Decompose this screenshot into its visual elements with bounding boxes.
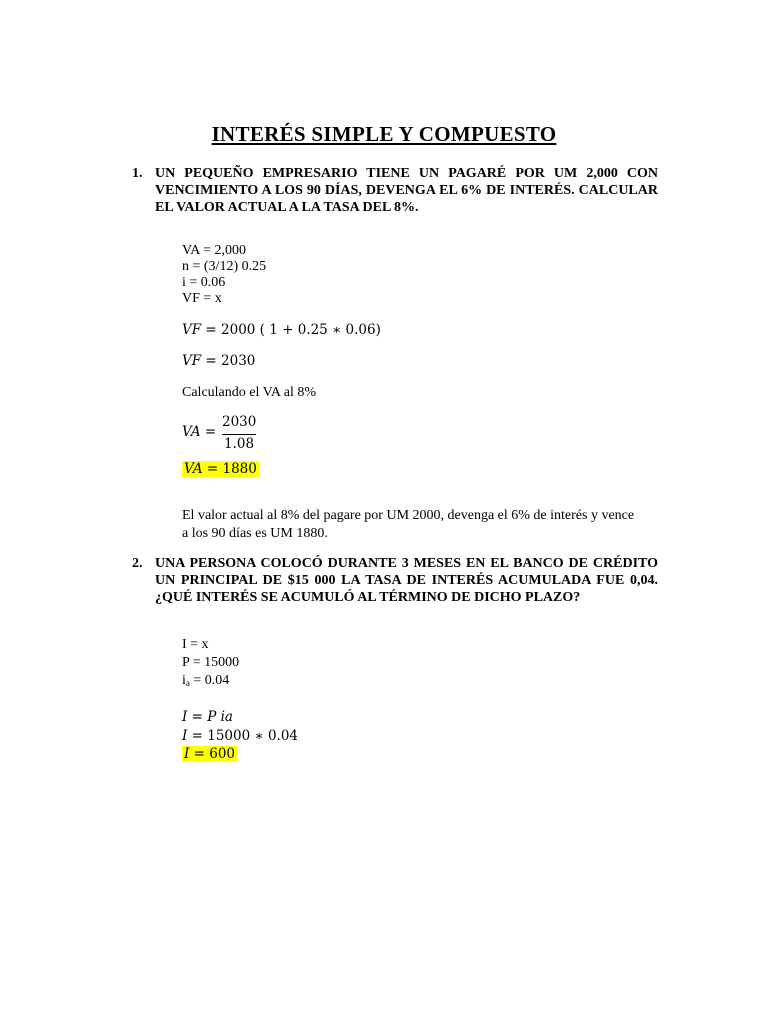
fraction-lhs: VA = xyxy=(182,424,217,440)
equation-interest-calc xyxy=(182,728,298,744)
step-label: Calculando el VA al 8% xyxy=(182,385,317,400)
given-rate-value: = 0.04 xyxy=(189,673,230,688)
interest-result-lhs: I xyxy=(184,746,190,762)
fraction-denominator: 1.08 xyxy=(223,436,255,452)
problem-1-number: 1. xyxy=(132,166,143,181)
given-rate xyxy=(182,673,229,691)
equation-vf-result xyxy=(182,353,255,369)
given-vf: VF = x xyxy=(182,291,222,306)
va-result-lhs: VA xyxy=(184,461,203,477)
equation-vf-formula xyxy=(182,322,381,338)
interest-calc-rhs: = 15000 ∗ 0.04 xyxy=(191,728,299,744)
fraction-bar xyxy=(222,434,256,435)
given-interest: I = x xyxy=(182,637,209,652)
interest-calc-lhs: I xyxy=(182,728,188,744)
interest-formula-lhs: I xyxy=(182,709,188,725)
interest-result-rhs: = 600 xyxy=(193,746,236,762)
highlighted-result xyxy=(182,461,259,477)
given-rate-subscript: a xyxy=(185,678,190,688)
problem-2-statement xyxy=(132,555,658,606)
va-result-rhs: = 1880 xyxy=(206,461,257,477)
equation-va-result xyxy=(182,461,259,477)
given-i: i = 0.06 xyxy=(182,275,226,290)
interest-formula-rhs: = P ia xyxy=(191,709,233,725)
equation-vf-result-rhs: = 2030 xyxy=(205,353,256,369)
given-va: VA = 2,000 xyxy=(182,243,247,258)
problem-1-text: UN PEQUEÑO EMPRESARIO TIENE UN PAGARÉ POR UM 2,000 CON VENCIMIENTO A LOS 90 DÍAS, DEVENGA EL 6% DE INTERÉS. CALCULAR EL VALOR ACTUAL A LA TASA DEL 8%. xyxy=(155,166,658,215)
problem-2-number: 2. xyxy=(132,556,143,571)
fraction-numerator: 2030 xyxy=(222,414,257,430)
conclusion-text: El valor actual al 8% del pagare por UM 2000, devenga el 6% de interés y vence a los 90 días es UM 1880. xyxy=(182,508,635,541)
given-principal: P = 15000 xyxy=(182,655,240,670)
equation-interest-formula xyxy=(182,709,233,725)
given-rate-base: i xyxy=(182,673,186,688)
equation-vf-result-lhs: VF xyxy=(182,353,202,369)
problem-2-text: UNA PERSONA COLOCÓ DURANTE 3 MESES EN EL BANCO DE CRÉDITO UN PRINCIPAL DE $15 000 LA TASA DE INTERÉS ACUMULADA FUE 0,04. ¿QUÉ INTERÉS SE ACUMULÓ AL TÉRMINO DE DICHO PLAZO? xyxy=(155,556,658,605)
page-title: INTERÉS SIMPLE Y COMPUESTO xyxy=(211,122,557,146)
equation-vf-formula-lhs: VF xyxy=(182,322,202,338)
equation-vf-formula-rhs: = 2000 ( 1 + 0.25 ∗ 0.06) xyxy=(205,322,381,338)
given-n: n = (3/12) 0.25 xyxy=(182,259,267,274)
highlighted-result xyxy=(182,746,237,762)
problem-1-statement xyxy=(132,165,658,216)
equation-interest-result xyxy=(182,746,237,762)
